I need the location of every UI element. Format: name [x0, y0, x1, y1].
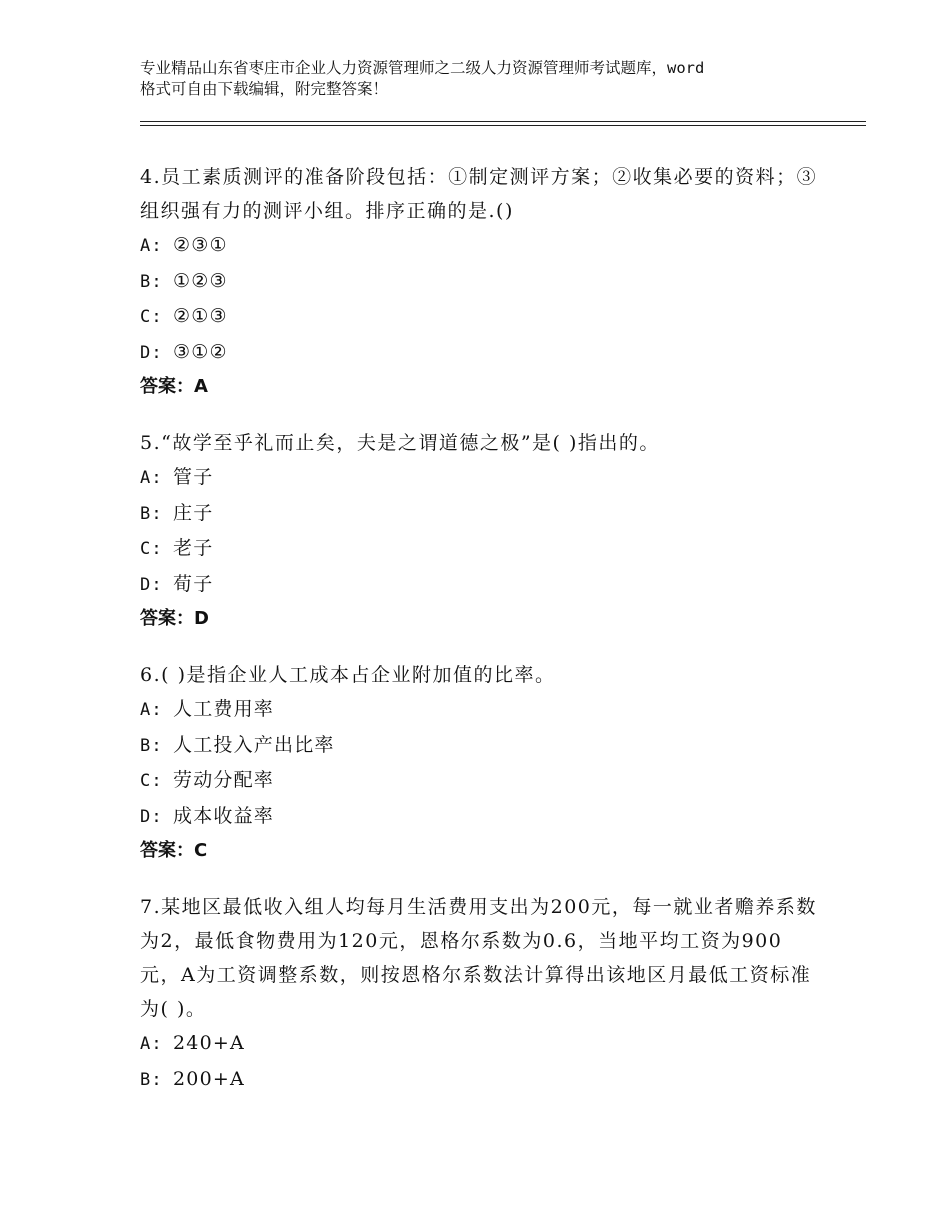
option-d — [140, 799, 820, 835]
option-text: ③①② — [173, 340, 228, 363]
option-key: C: — [140, 539, 163, 559]
question-stem: 5.“故学至乎礼而止矣，夫是之谓道德之极”是( )指出的。 — [140, 432, 660, 454]
answer-line: 答案：D — [140, 608, 209, 629]
option-a — [140, 228, 820, 264]
question-stem: 7.某地区最低收入组人均每月生活费用支出为200元，每一就业者赡养系数为2，最低食物费用为120元，恩格尔系数为0.6，当地平均工资为900元，A为工资调整系数，则按恩格尔系数法计算得出该地区月最低工资标准为( )。 — [140, 896, 817, 1020]
option-text: 人工费用率 — [173, 698, 275, 720]
option-b — [140, 264, 820, 300]
option-text: ①②③ — [173, 269, 228, 292]
option-c — [140, 763, 820, 799]
option-text: 200+A — [173, 1067, 245, 1090]
option-b — [140, 496, 820, 532]
option-text: 庄子 — [173, 501, 214, 524]
option-key: C: — [140, 307, 163, 327]
option-key: B: — [140, 1069, 163, 1090]
question-stem: 4.员工素质测评的准备阶段包括：①制定测评方案；②收集必要的资料；③组织强有力的测评小组。排序正确的是.() — [140, 166, 818, 222]
option-text: ②①③ — [173, 305, 228, 327]
option-key: B: — [140, 503, 163, 524]
option-c — [140, 531, 820, 567]
option-key: B: — [140, 735, 163, 756]
option-text: ②③① — [173, 234, 228, 256]
question-4 — [140, 160, 820, 404]
option-key: B: — [140, 271, 163, 292]
question-stem: 6.( )是指企业人工成本占企业附加值的比率。 — [140, 664, 556, 686]
question-list — [140, 160, 820, 1119]
option-a — [140, 692, 820, 728]
option-key: D: — [140, 574, 163, 595]
option-key: A: — [140, 468, 163, 488]
question-5 — [140, 426, 820, 636]
option-key: A: — [140, 236, 163, 256]
option-text: 劳动分配率 — [173, 769, 275, 791]
option-b — [140, 1062, 820, 1098]
option-key: C: — [140, 771, 163, 791]
header-line-1: 专业精品山东省枣庄市企业人力资源管理师之二级人力资源管理师考试题库，word — [140, 59, 705, 77]
option-text: 荀子 — [173, 572, 214, 595]
question-6 — [140, 658, 820, 868]
header-divider — [140, 121, 866, 122]
option-a — [140, 1026, 820, 1062]
option-b — [140, 728, 820, 764]
answer-line: 答案：C — [140, 840, 208, 861]
option-text: 240+A — [173, 1032, 245, 1054]
option-key: A: — [140, 1034, 163, 1054]
option-key: D: — [140, 806, 163, 827]
header-line-2: 格式可自由下载编辑，附完整答案！ — [140, 80, 389, 98]
answer-line: 答案：A — [140, 376, 208, 397]
option-d — [140, 567, 820, 603]
option-key: A: — [140, 700, 163, 720]
option-text: 老子 — [173, 537, 214, 559]
question-7 — [140, 890, 820, 1097]
option-a — [140, 460, 820, 496]
option-text: 人工投入产出比率 — [173, 733, 335, 756]
document-header — [140, 58, 840, 100]
option-key: D: — [140, 342, 163, 363]
option-d — [140, 335, 820, 371]
option-text: 管子 — [173, 466, 214, 488]
option-c — [140, 299, 820, 335]
option-text: 成本收益率 — [173, 804, 275, 827]
header-divider-double — [140, 125, 866, 126]
